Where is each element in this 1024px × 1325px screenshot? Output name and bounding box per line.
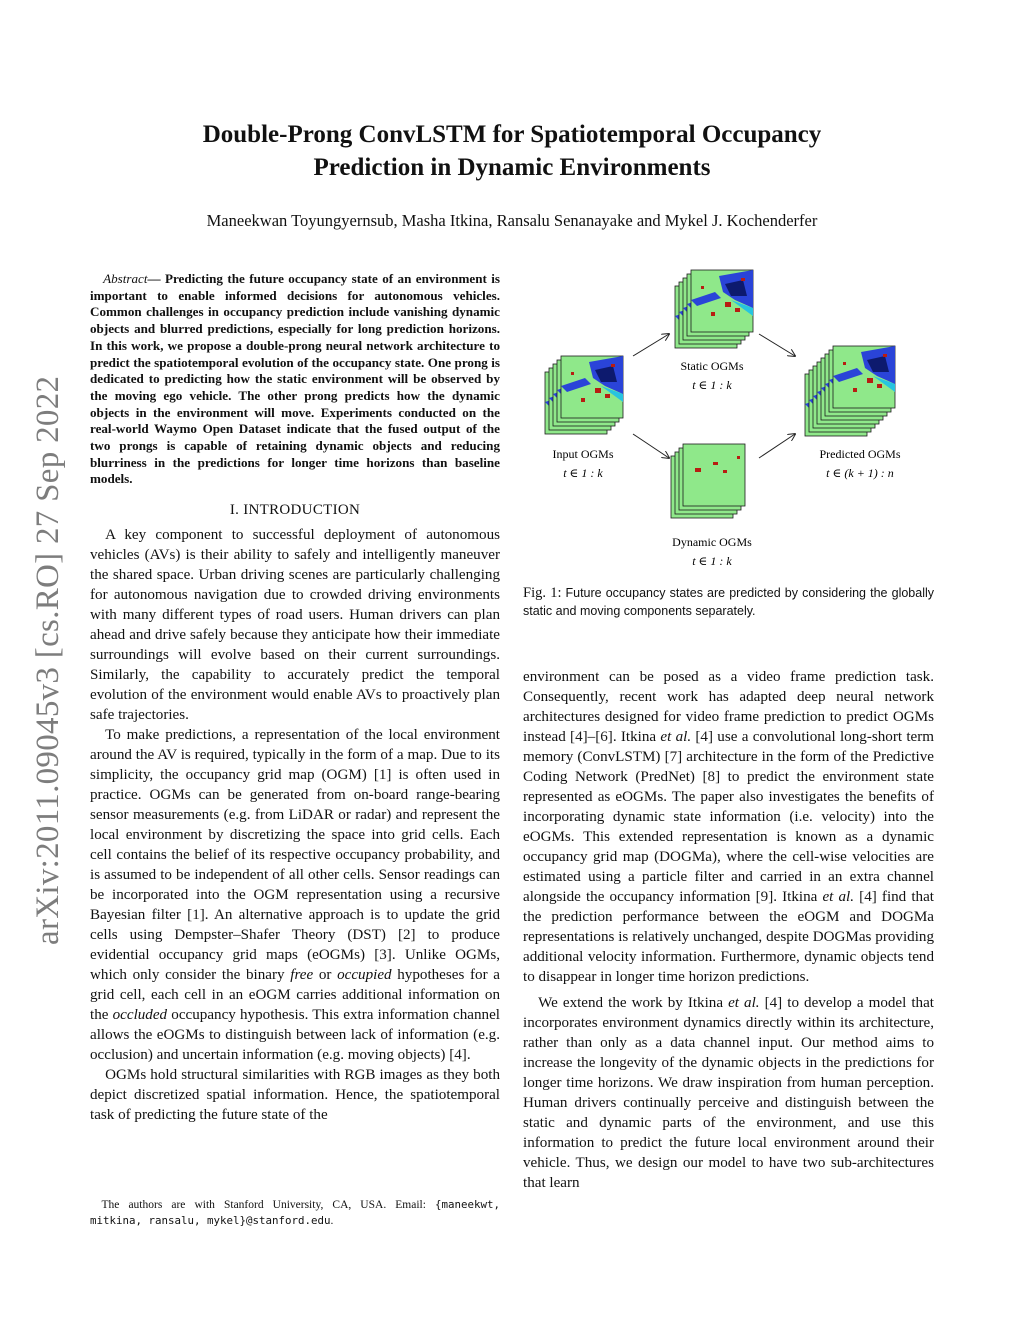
static-ogm-label: Static OGMs <box>680 359 744 373</box>
right-column <box>523 667 934 1193</box>
static-ogm-time: t ∈ 1 : k <box>692 378 732 392</box>
section-heading-introduction: I. INTRODUCTION <box>229 502 361 519</box>
figure-1-caption <box>523 584 934 620</box>
text-run: to predict the environment state represented as eOGMs. The paper also investigates the benefits of incorporating dynamic state information (i.e. velocity) into the eOGMs. This extended representation is known as a dynamic occupancy grid map (DOGMa), where the cell-wise velocities are estimated using a particle filter and carried in an extra channel alongside the occupancy information <box>523 769 934 905</box>
text-run: . Unlike OGMs, which only consider the binary <box>90 947 500 984</box>
paper-title <box>110 118 914 184</box>
title-line-1: Double-Prong ConvLSTM for Spatiotemporal Occupancy <box>202 121 822 148</box>
text-run: find that the prediction performance between the eOGM and DOGMa representations is relatively unchanged, despite DOGMas providing additional velocity information. Furthermore, dynamic objects tend to disappear in longer time horizon predictions. <box>523 889 934 985</box>
author-list: Maneekwan Toyungyernsub, Masha Itkina, Ransalu Senanayake and Mykel J. Kochenderfer <box>206 211 818 230</box>
text-run: . <box>466 1047 471 1064</box>
footnote-affiliation: The authors are with Stanford University, CA, USA. Email: <box>101 1199 426 1211</box>
abstract: Abstract— Predicting the future occupancy state of an environment is important to enable informed decisions for autonomous vehicles. Common challenges in occupancy prediction include vanishing dynamic objects and blurred predictions, especially for long prediction horizons. In this work, we propose a double-prong neural network architecture to predict the spatiotemporal evolution of the occupancy state. One prong is dedicated to predicting how the static environment will be observed by the moving ego vehicle. The other prong predicts how the dynamic objects in the environment will move. Experiments conducted on the real-world Waymo Open Dataset indicate that the fused output of the two prongs is capable of retaining dynamic objects and reducing blurriness in the predictions for longer time horizons than baseline models. <box>90 271 500 487</box>
intro-paragraph-1: A key component to successful deployment of autonomous vehicles (AVs) is their ability to safely and intelligently maneuver the shared space. Urban driving scenes are particularly challenging for autonomous navigation due to crowded driving environments with many different types of road users. Human drivers can plan ahead and drive safely because they anticipate how their immediate surroundings will evolve based on their current surroundings. Similarly, the capability to accurately predict the temporal evolution of the environment would enable AVs to proactively plan safe trajectories. <box>90 527 500 724</box>
italic-term: free <box>290 967 314 984</box>
left-column <box>90 271 500 1125</box>
citation-link[interactable]: [2] <box>397 927 416 944</box>
caption-text: Future occupancy states are predicted by considering the globally static and moving components separately. <box>523 586 935 618</box>
text-run: – <box>587 729 596 745</box>
right-paragraph-1 <box>523 667 934 987</box>
citation-link[interactable]: [4] <box>449 1047 467 1064</box>
text-run: is often used in practice. OGMs can be generated from on-board range-bearing sensor measurements (e.g. from LiDAR or radar) and represent the local environment by discretizing the space into grid cells. Each cell contains the belief of its respective occupancy probability, and is assumed to be independent of all other cells. Sensor readings can be incorporated into the OGM representation using a recursive Bayesian filter <box>90 767 500 924</box>
italic-term: occluded <box>112 1007 168 1024</box>
input-ogm-time: t ∈ 1 : k <box>563 466 603 480</box>
dynamic-ogm-label: Dynamic OGMs <box>672 535 752 549</box>
predicted-ogm-stack <box>805 346 895 436</box>
input-ogm-stack <box>545 356 623 434</box>
text-run: . Itkina <box>773 889 823 905</box>
text-run: hypotheses for a grid cell, each cell in an eOGM carries additional information on the <box>90 967 500 1024</box>
arrow-dynamic-to-predicted <box>759 434 795 458</box>
citation-link[interactable]: [4] <box>859 889 877 905</box>
citation-link[interactable]: [1] <box>187 907 205 924</box>
intro-paragraph-2 <box>90 725 500 1065</box>
text-run: We extend the work by Itkina <box>538 995 729 1011</box>
predicted-ogm-time: t ∈ (k + 1) : n <box>826 466 894 480</box>
citation-link[interactable]: [4] <box>570 729 588 745</box>
dynamic-ogm-stack <box>671 444 745 518</box>
text-run: use a convolutional long-short term memory (ConvLSTM) <box>523 729 934 765</box>
text-run: . An alternative approach is to update the grid cells using Dempster–Shafer Theory (DST) <box>90 907 500 944</box>
intro-paragraph-3: OGMs hold structural similarities with RGB images as they both depict discretized spatial information. Hence, the spatiotemporal task of predicting the future state of the <box>90 1067 500 1124</box>
citation-link[interactable]: [4] <box>764 995 783 1011</box>
text-run: environment can be posed as a video frame prediction task. Consequently, recent work has adapted deep neural network architectures designed for video frame prediction to predict OGMs instead <box>523 669 934 745</box>
text-run: architecture in the form of the Predictive Coding Network (PredNet) <box>523 749 934 785</box>
citation-link[interactable]: [3] <box>374 947 392 964</box>
citation-link[interactable]: [6] <box>595 729 613 745</box>
abstract-text: Predicting the future occupancy state of an environment is important to enable informed decisions for autonomous vehicles. Common challenges in occupancy prediction include vanishing dynamic objects and blurred predictions, especially for long prediction horizons. In this work, we propose a double-prong neural network architecture to predict the spatiotemporal evolution of the occupancy state. One prong is dedicated to predicting how the static environment will be observed by the moving ego vehicle. The other prong predicts how the dynamic objects in the environment will move. Experiments conducted on the real-world Waymo Open Dataset indicate that the fused output of the two prongs is capable of retaining dynamic objects and reducing blurriness in the predictions for longer time horizons than baseline models. <box>90 271 500 487</box>
arrow-static-to-predicted <box>759 334 795 356</box>
text-run: to produce evidential occupancy grid maps (eOGMs) <box>90 927 500 964</box>
figure-1-diagram <box>523 262 934 578</box>
static-ogm-stack <box>675 270 753 348</box>
italic-term: occupied <box>337 967 392 984</box>
title-line-2: Prediction in Dynamic Environments <box>313 154 711 181</box>
text-run: to develop a model that incorporates environment dynamics directly within its architecture, rather than only as a data channel input. Our method aims to increase the longevity of the dynamic objects in the predictions for longer time horizons. We draw inspiration from human perception. Human drivers continually perceive and distinguish between the static and dynamic parts of the environment, and use this information to predict the future local environment around their vehicle. Thus, we design our model to have two sub-architectures that learn <box>523 995 934 1191</box>
italic-term: et al. <box>728 995 760 1011</box>
italic-term: et al. <box>660 729 692 745</box>
abstract-label: Abstract <box>103 271 148 286</box>
citation-link[interactable]: [1] <box>373 767 392 784</box>
predicted-ogm-label: Predicted OGMs <box>819 447 901 461</box>
dynamic-ogm-time: t ∈ 1 : k <box>692 554 732 568</box>
citation-link[interactable]: [7] <box>664 749 683 765</box>
text-run: . Itkina <box>612 729 661 745</box>
arrow-input-to-dynamic <box>633 434 669 458</box>
footnote: The authors are with Stanford University, CA, USA. Email: {maneekwt, mitkina, ransalu, mykel}@stanford.edu. <box>90 1198 501 1227</box>
citation-link[interactable]: [8] <box>702 769 721 785</box>
italic-term: et al. <box>822 889 855 905</box>
arrow-input-to-static <box>633 334 669 356</box>
arxiv-identifier: arXiv:2011.09045v3 [cs.RO] 27 Sep 2022 <box>30 375 66 945</box>
citation-link[interactable]: [9] <box>755 889 774 905</box>
right-paragraph-2 <box>523 993 934 1193</box>
footnote-email: {maneekwt, mitkina, ransalu, mykel}@stanford.edu <box>90 1198 501 1227</box>
input-ogm-label: Input OGMs <box>552 447 614 461</box>
text-run: or <box>313 967 338 984</box>
text-run: occupancy hypothesis. This extra information channel allows the eOGMs to distinguish between lack of information (e.g. occlusion) and uncertain information (e.g. moving objects) <box>90 1007 500 1064</box>
citation-link[interactable]: [4] <box>695 729 713 745</box>
text-run: To make predictions, a representation of the local environment around the AV is required, typically in the form of a map. Due to its simplicity, the occupancy grid map (OGM) <box>90 727 500 784</box>
caption-label: Fig. 1: <box>523 585 562 601</box>
